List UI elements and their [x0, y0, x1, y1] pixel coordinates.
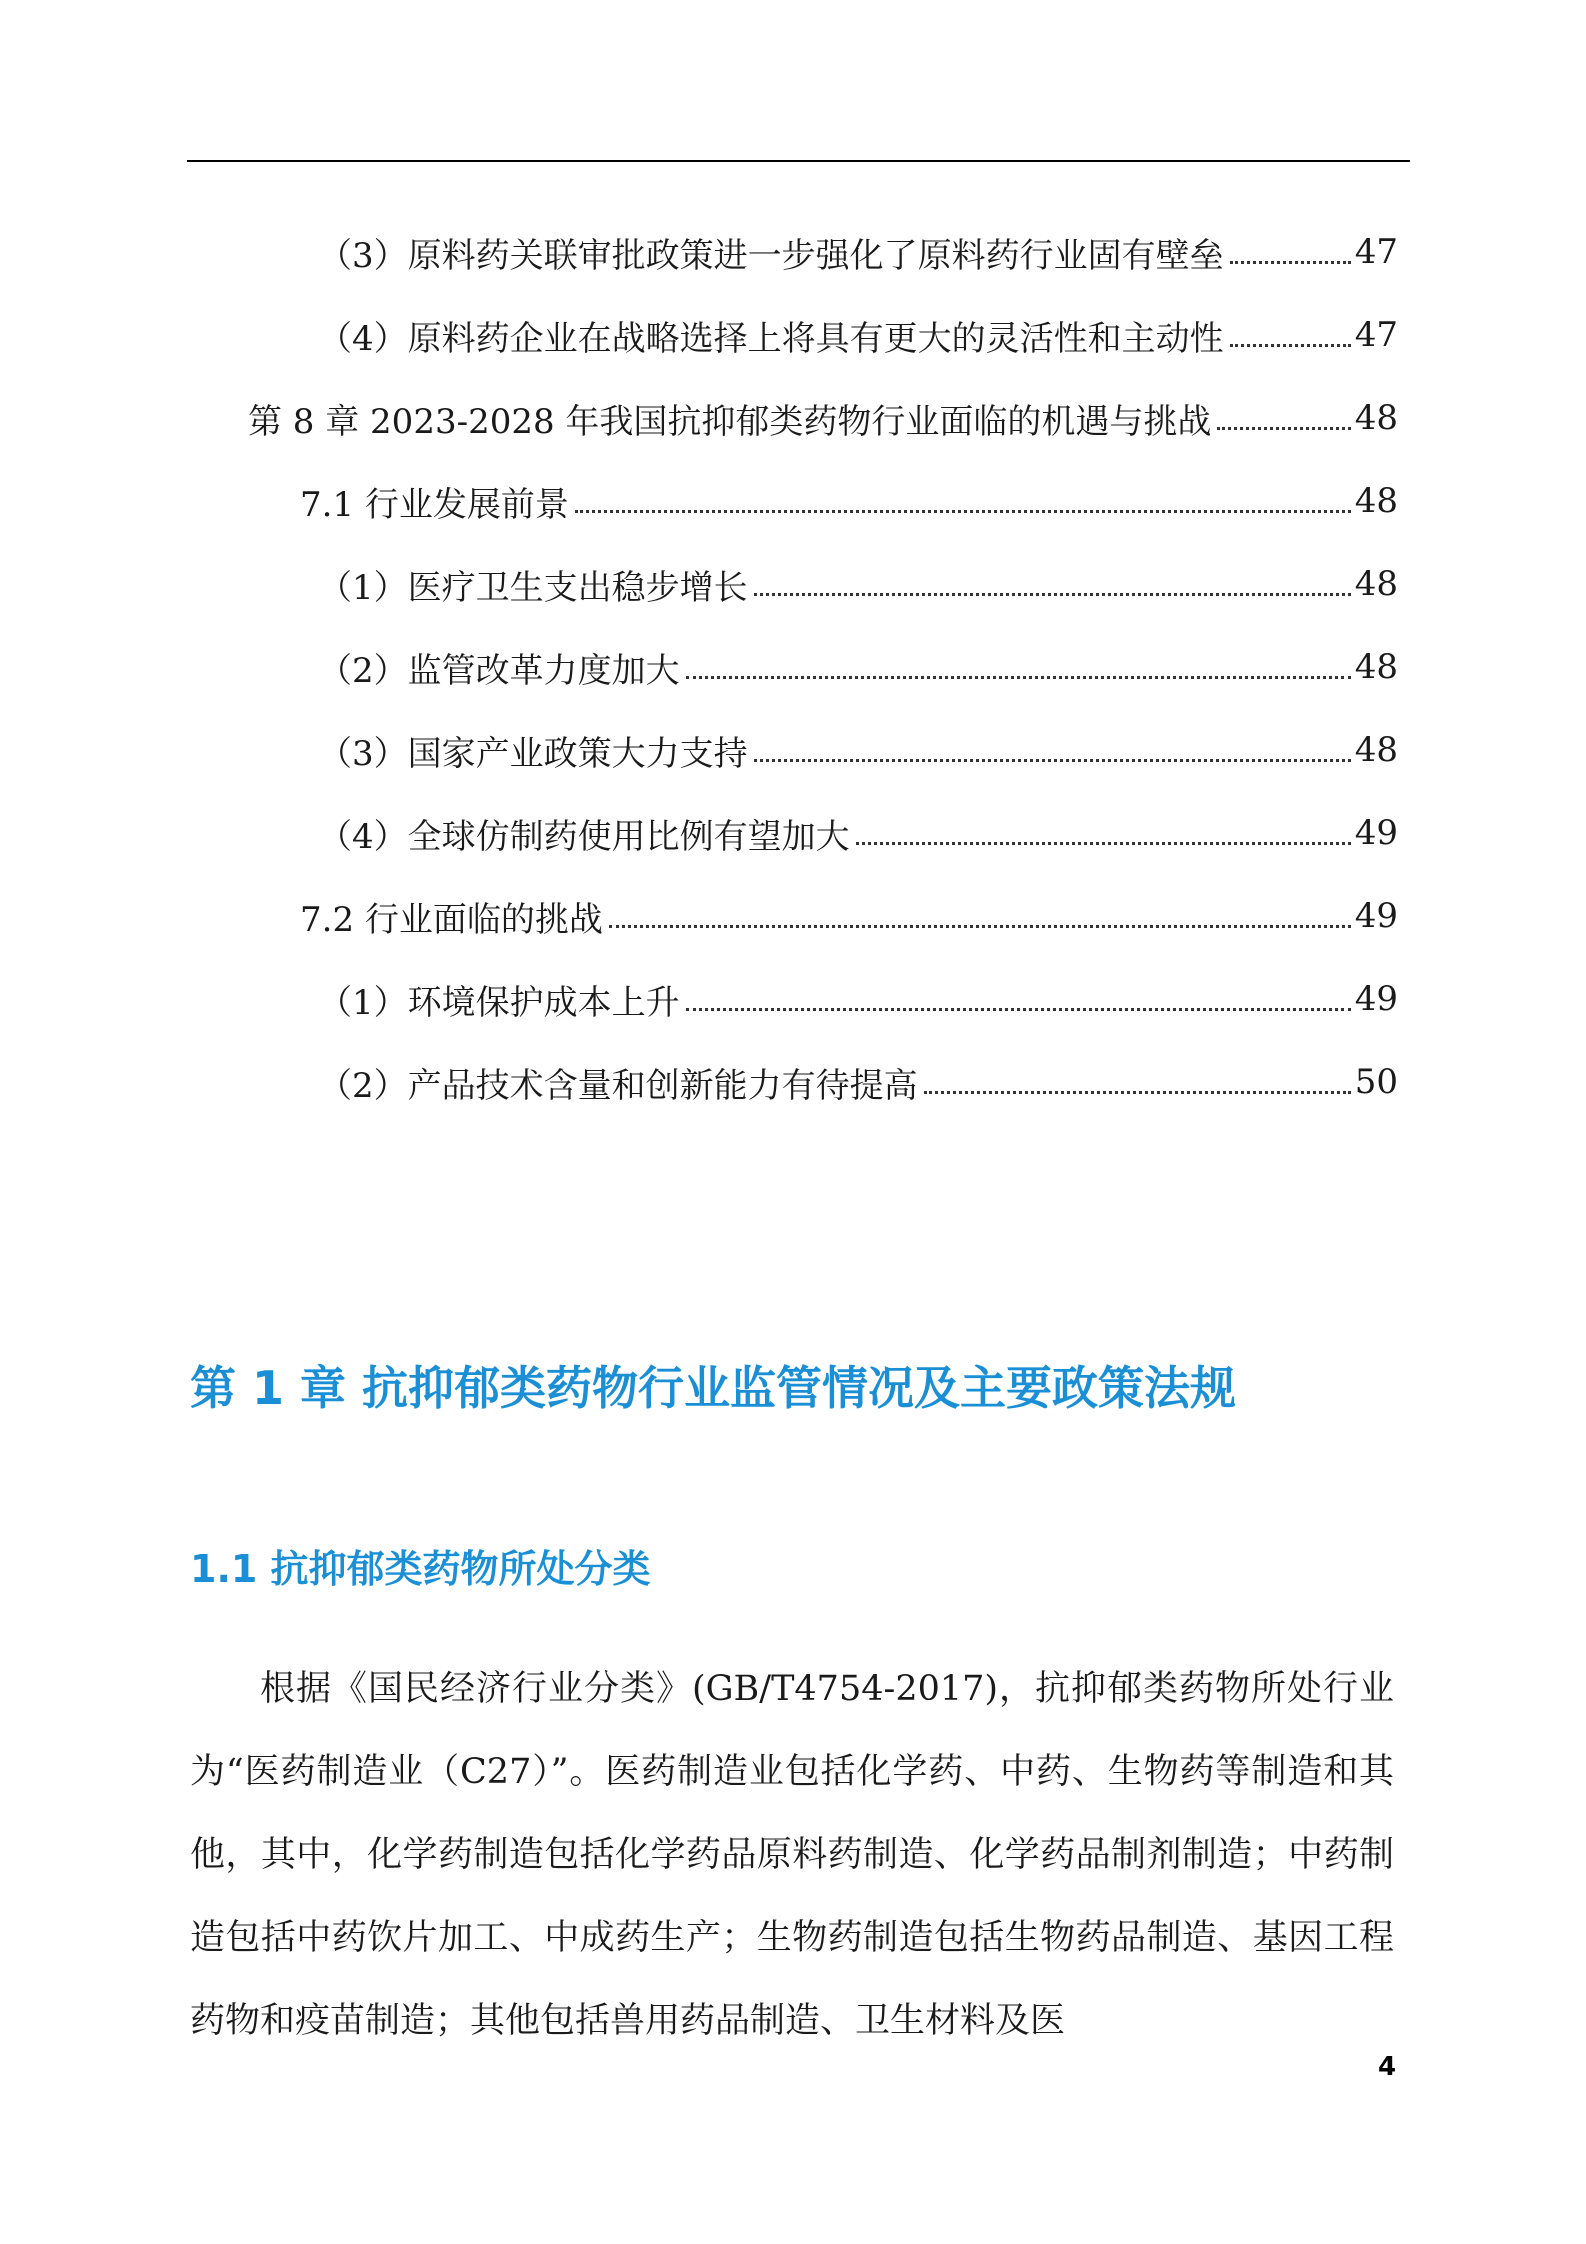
- toc-entry-label: （3）原料药关联审批政策进一步强化了原料药行业固有壁垒: [318, 235, 1224, 276]
- toc-dot-leader: [1230, 261, 1351, 264]
- section-heading: 1.1 抗抑郁类药物所处分类: [190, 1547, 651, 1591]
- toc-dot-leader: [754, 759, 1351, 762]
- body-paragraph: 根据《国民经济行业分类》(GB/T4754-2017)，抗抑郁类药物所处行业为“医药制造业（C27）”。医药制造业包括化学药、中药、生物药等制造和其他，其中，化学药制造包括化学药品原料药制造、化学药品制剂制造；中药制造包括中药饮片加工、中成药生产；生物药制造包括生物药品制造、基因工程药物和疫苗制造；其他包括兽用药品制造、卫生材料及医: [190, 1669, 1394, 2041]
- toc-entry[interactable]: [318, 1052, 1398, 1112]
- toc-entry-page: 49: [1354, 813, 1398, 853]
- toc-entry-page: 47: [1354, 232, 1398, 272]
- toc-entry[interactable]: [318, 803, 1398, 863]
- toc-entry-page: 49: [1354, 896, 1398, 936]
- toc-entry-label: （1）环境保护成本上升: [318, 982, 680, 1023]
- toc-entry-label: （4）原料药企业在战略选择上将具有更大的灵活性和主动性: [318, 318, 1224, 359]
- toc-entry[interactable]: [318, 720, 1398, 780]
- page-number: 4: [1378, 2052, 1397, 2082]
- header-rule: [187, 160, 1410, 162]
- toc-dot-leader: [575, 510, 1351, 513]
- toc-dot-leader: [609, 925, 1351, 928]
- toc-dot-leader: [924, 1091, 1351, 1094]
- toc-entry-label: （1）医疗卫生支出稳步增长: [318, 567, 748, 608]
- toc-entry-page: 48: [1354, 481, 1398, 521]
- toc-dot-leader: [754, 593, 1351, 596]
- toc-entry[interactable]: [300, 886, 1398, 946]
- toc-entry-page: 47: [1354, 315, 1398, 355]
- toc-entry-label: 7.1 行业发展前景: [300, 484, 569, 525]
- toc-entry-label: （2）产品技术含量和创新能力有待提高: [318, 1065, 918, 1106]
- toc-entry-label: （3）国家产业政策大力支持: [318, 733, 748, 774]
- toc-entry[interactable]: [318, 637, 1398, 697]
- toc-entry-page: 48: [1354, 730, 1398, 770]
- toc-entry-page: 49: [1354, 979, 1398, 1019]
- toc-entry-page: 48: [1354, 647, 1398, 687]
- toc-entry[interactable]: [318, 222, 1398, 282]
- toc-dot-leader: [686, 1008, 1351, 1011]
- chapter-heading: 第 1 章 抗抑郁类药物行业监管情况及主要政策法规: [190, 1361, 1237, 1415]
- toc-dot-leader: [856, 842, 1351, 845]
- toc-dot-leader: [686, 676, 1351, 679]
- toc-entry[interactable]: [318, 969, 1398, 1029]
- toc-entry-label: （4）全球仿制药使用比例有望加大: [318, 816, 850, 857]
- toc-entry-label: 7.2 行业面临的挑战: [300, 899, 603, 940]
- toc-entry[interactable]: [248, 388, 1398, 448]
- toc-dot-leader: [1217, 427, 1350, 430]
- toc-entry-page: 48: [1354, 398, 1398, 438]
- toc-entry-label: （2）监管改革力度加大: [318, 650, 680, 691]
- toc-entry-label: 第 8 章 2023-2028 年我国抗抑郁类药物行业面临的机遇与挑战: [248, 401, 1212, 442]
- toc-entry[interactable]: [300, 471, 1398, 531]
- toc-entry-page: 50: [1354, 1062, 1398, 1102]
- toc-entry[interactable]: [318, 554, 1398, 614]
- toc-entry-page: 48: [1354, 564, 1398, 604]
- toc-entry[interactable]: [318, 305, 1398, 365]
- toc-dot-leader: [1230, 344, 1351, 347]
